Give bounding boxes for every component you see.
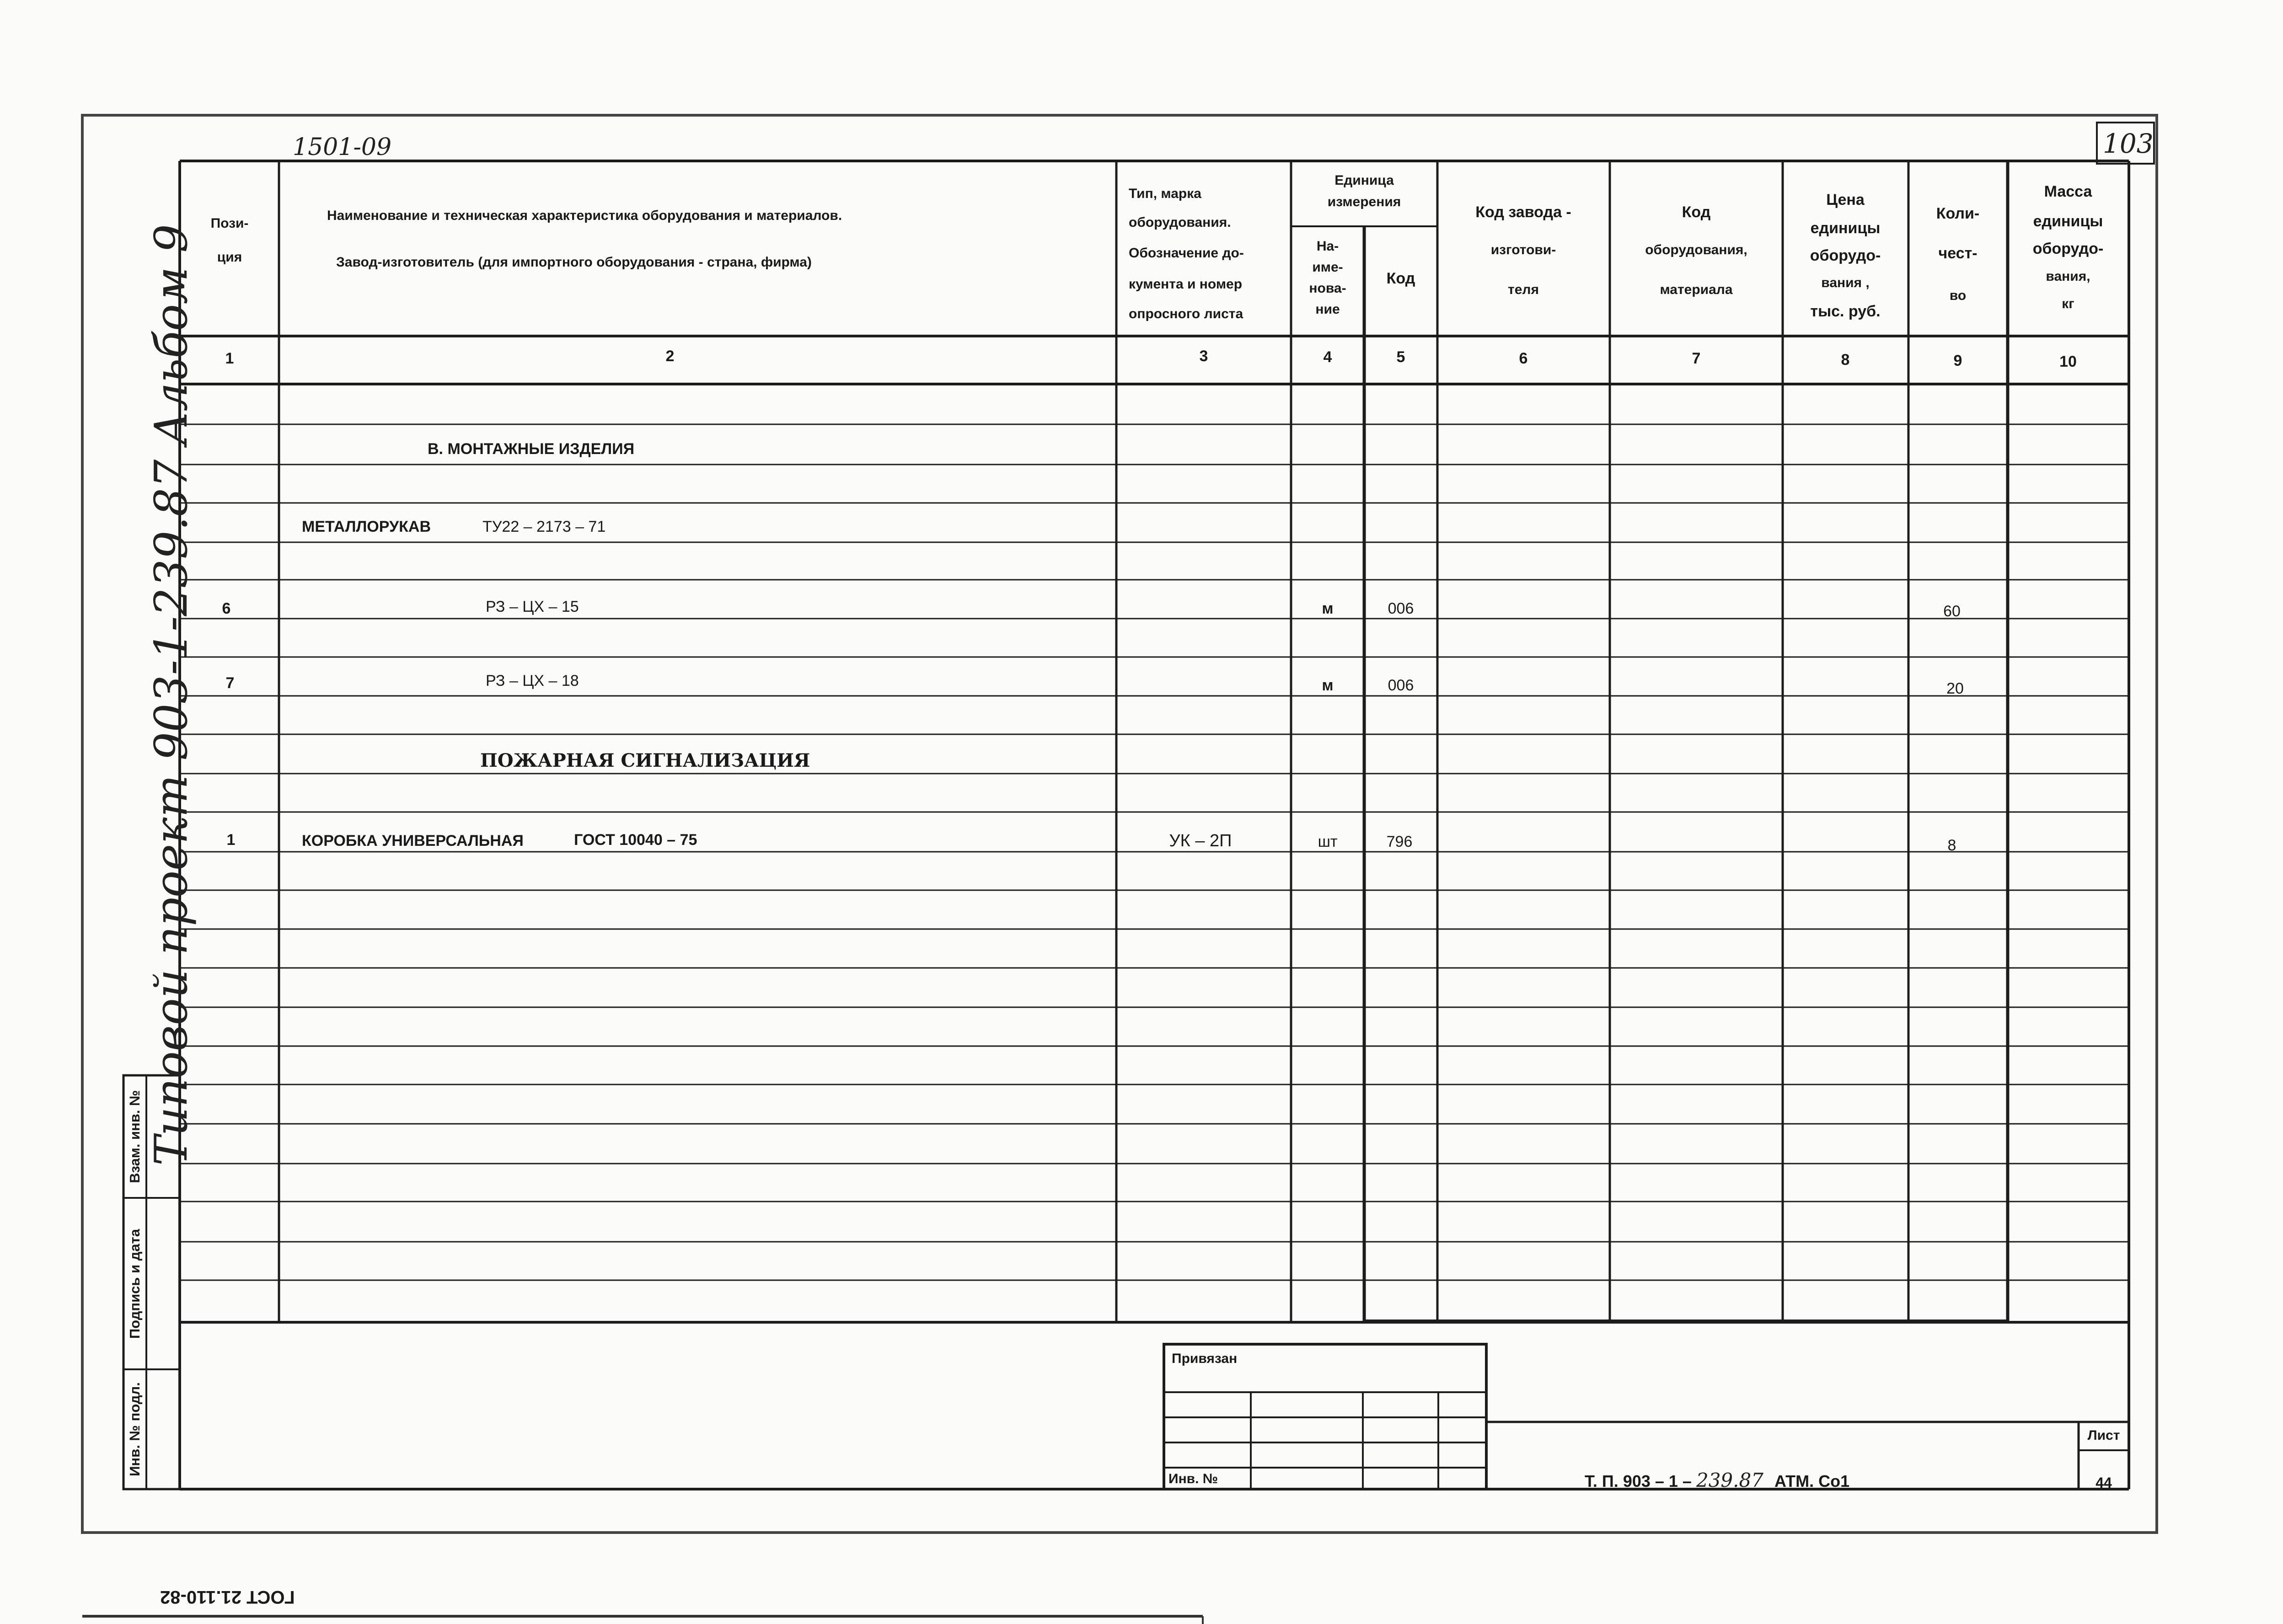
header-qty-2: чест-: [1938, 245, 1978, 262]
header-type-4: кумента и номер: [1129, 277, 1243, 292]
stamp-signature-date: Подпись и дата: [127, 1229, 143, 1339]
album-number: 1501-09: [293, 134, 392, 161]
header-equipment-code-2: оборудования,: [1645, 242, 1747, 257]
header-equipment-code-1: Код: [1682, 203, 1711, 221]
item6-name: РЗ – ЦХ – 15: [486, 598, 579, 615]
header-position: Пози-: [210, 216, 249, 231]
col-number-5: 5: [1396, 348, 1405, 366]
col-number-10: 10: [2059, 353, 2077, 370]
col-number-9: 9: [1953, 352, 1962, 369]
metal-hose-name: МЕТАЛЛОРУКАВ: [302, 518, 431, 535]
item7-position: 7: [225, 674, 235, 692]
header-unit-name-2: име-: [1312, 260, 1343, 275]
metal-hose-standard: ТУ22 – 2173 – 71: [482, 518, 606, 535]
title-sheet-number: 44: [2095, 1474, 2112, 1491]
title-linked: Привязан: [1172, 1351, 1238, 1366]
header-unit-name-4: ние: [1315, 302, 1340, 317]
header-type-2: оборудования.: [1129, 215, 1231, 230]
header-position-2: ция: [217, 250, 242, 265]
col-number-2: 2: [665, 347, 675, 365]
header-price-3: оборудо-: [1810, 247, 1881, 264]
header-mass-2: единицы: [2033, 213, 2103, 230]
sheet-stamp-number: 103: [2103, 128, 2154, 159]
item1-qty: 8: [1947, 837, 1956, 854]
header-qty-1: Коли-: [1936, 205, 1980, 222]
header-mass-4: вания,: [2046, 269, 2090, 284]
header-factory-code-3: теля: [1508, 282, 1539, 297]
header-unit-code: Код: [1386, 270, 1415, 287]
item1-unit: шт: [1318, 833, 1338, 850]
header-equipment-code-3: материала: [1660, 282, 1733, 297]
header-type-3: Обозначение до-: [1129, 246, 1244, 261]
item6-qty: 60: [1943, 603, 1961, 620]
header-mass-5: кг: [2062, 296, 2074, 311]
header-unit-name-3: нова-: [1309, 281, 1346, 296]
item7-unit: м: [1322, 677, 1334, 694]
col-number-1: 1: [225, 350, 234, 367]
header-qty-3: во: [1949, 288, 1967, 303]
header-unit-group-2: измерения: [1327, 194, 1401, 209]
col-number-8: 8: [1841, 351, 1850, 369]
title-sheet-label: Лист: [2087, 1428, 2120, 1443]
title-inv-number: Инв. №: [1168, 1471, 1218, 1486]
item7-name: РЗ – ЦХ – 18: [486, 672, 579, 689]
col-number-4: 4: [1323, 348, 1332, 366]
side-note: Типовой проект 903-1-239.87 Альбом 9: [145, 224, 198, 1166]
stamp-original-inv: Инв. № подл.: [127, 1382, 143, 1476]
item1-name: КОРОБКА УНИВЕРСАЛЬНАЯ: [302, 832, 524, 849]
item1-standard: ГОСТ 10040 – 75: [574, 831, 697, 849]
item1-position: 1: [226, 831, 236, 849]
doc-code-number: 239.87: [1696, 1469, 1763, 1491]
item1-code: 796: [1386, 833, 1413, 850]
item6-position: 6: [222, 600, 231, 617]
item7-code: 006: [1388, 677, 1414, 694]
col-number-7: 7: [1692, 350, 1701, 367]
item6-code: 006: [1388, 600, 1414, 617]
item1-type: УК – 2П: [1169, 831, 1232, 850]
header-manufacturer: Завод-изготовитель (для импортного оборудования - страна, фирма): [336, 255, 812, 270]
section-fire-alarm: ПОЖАРНАЯ СИГНАЛИЗАЦИЯ: [480, 750, 810, 771]
col-number-6: 6: [1519, 350, 1528, 367]
title-document-code: [1585, 1469, 1849, 1491]
header-type-5: опросного листа: [1129, 306, 1243, 321]
header-name: Наименование и техническая характеристика оборудования и материалов.: [327, 208, 842, 223]
header-mass-1: Масса: [2044, 183, 2092, 200]
header-unit-name-1: На-: [1316, 239, 1339, 254]
header-mass-3: оборудо-: [2032, 240, 2104, 257]
bottom-gost-mirrored: ГОСТ 21.110-82: [160, 1587, 295, 1607]
stamp-replace-inv: Взам. инв. №: [127, 1090, 143, 1183]
header-unit-group: Единица: [1334, 173, 1394, 188]
col-number-3: 3: [1199, 347, 1208, 365]
header-type-1: Тип, марка: [1129, 186, 1201, 201]
header-factory-code-2: изготови-: [1490, 242, 1556, 257]
header-price-5: тыс. руб.: [1810, 303, 1881, 320]
doc-code-suffix: АТМ. Со1: [1774, 1472, 1850, 1490]
header-price-4: вания ,: [1821, 275, 1870, 290]
header-price-1: Цена: [1826, 191, 1865, 208]
doc-code-prefix: Т. П. 903 – 1 –: [1585, 1472, 1692, 1490]
header-price-2: единицы: [1810, 219, 1881, 237]
header-factory-code-1: Код завода -: [1475, 203, 1571, 221]
item7-qty: 20: [1946, 680, 1964, 697]
item6-unit: м: [1322, 600, 1334, 617]
section-mounting-items: В. МОНТАЖНЫЕ ИЗДЕЛИЯ: [428, 440, 635, 458]
